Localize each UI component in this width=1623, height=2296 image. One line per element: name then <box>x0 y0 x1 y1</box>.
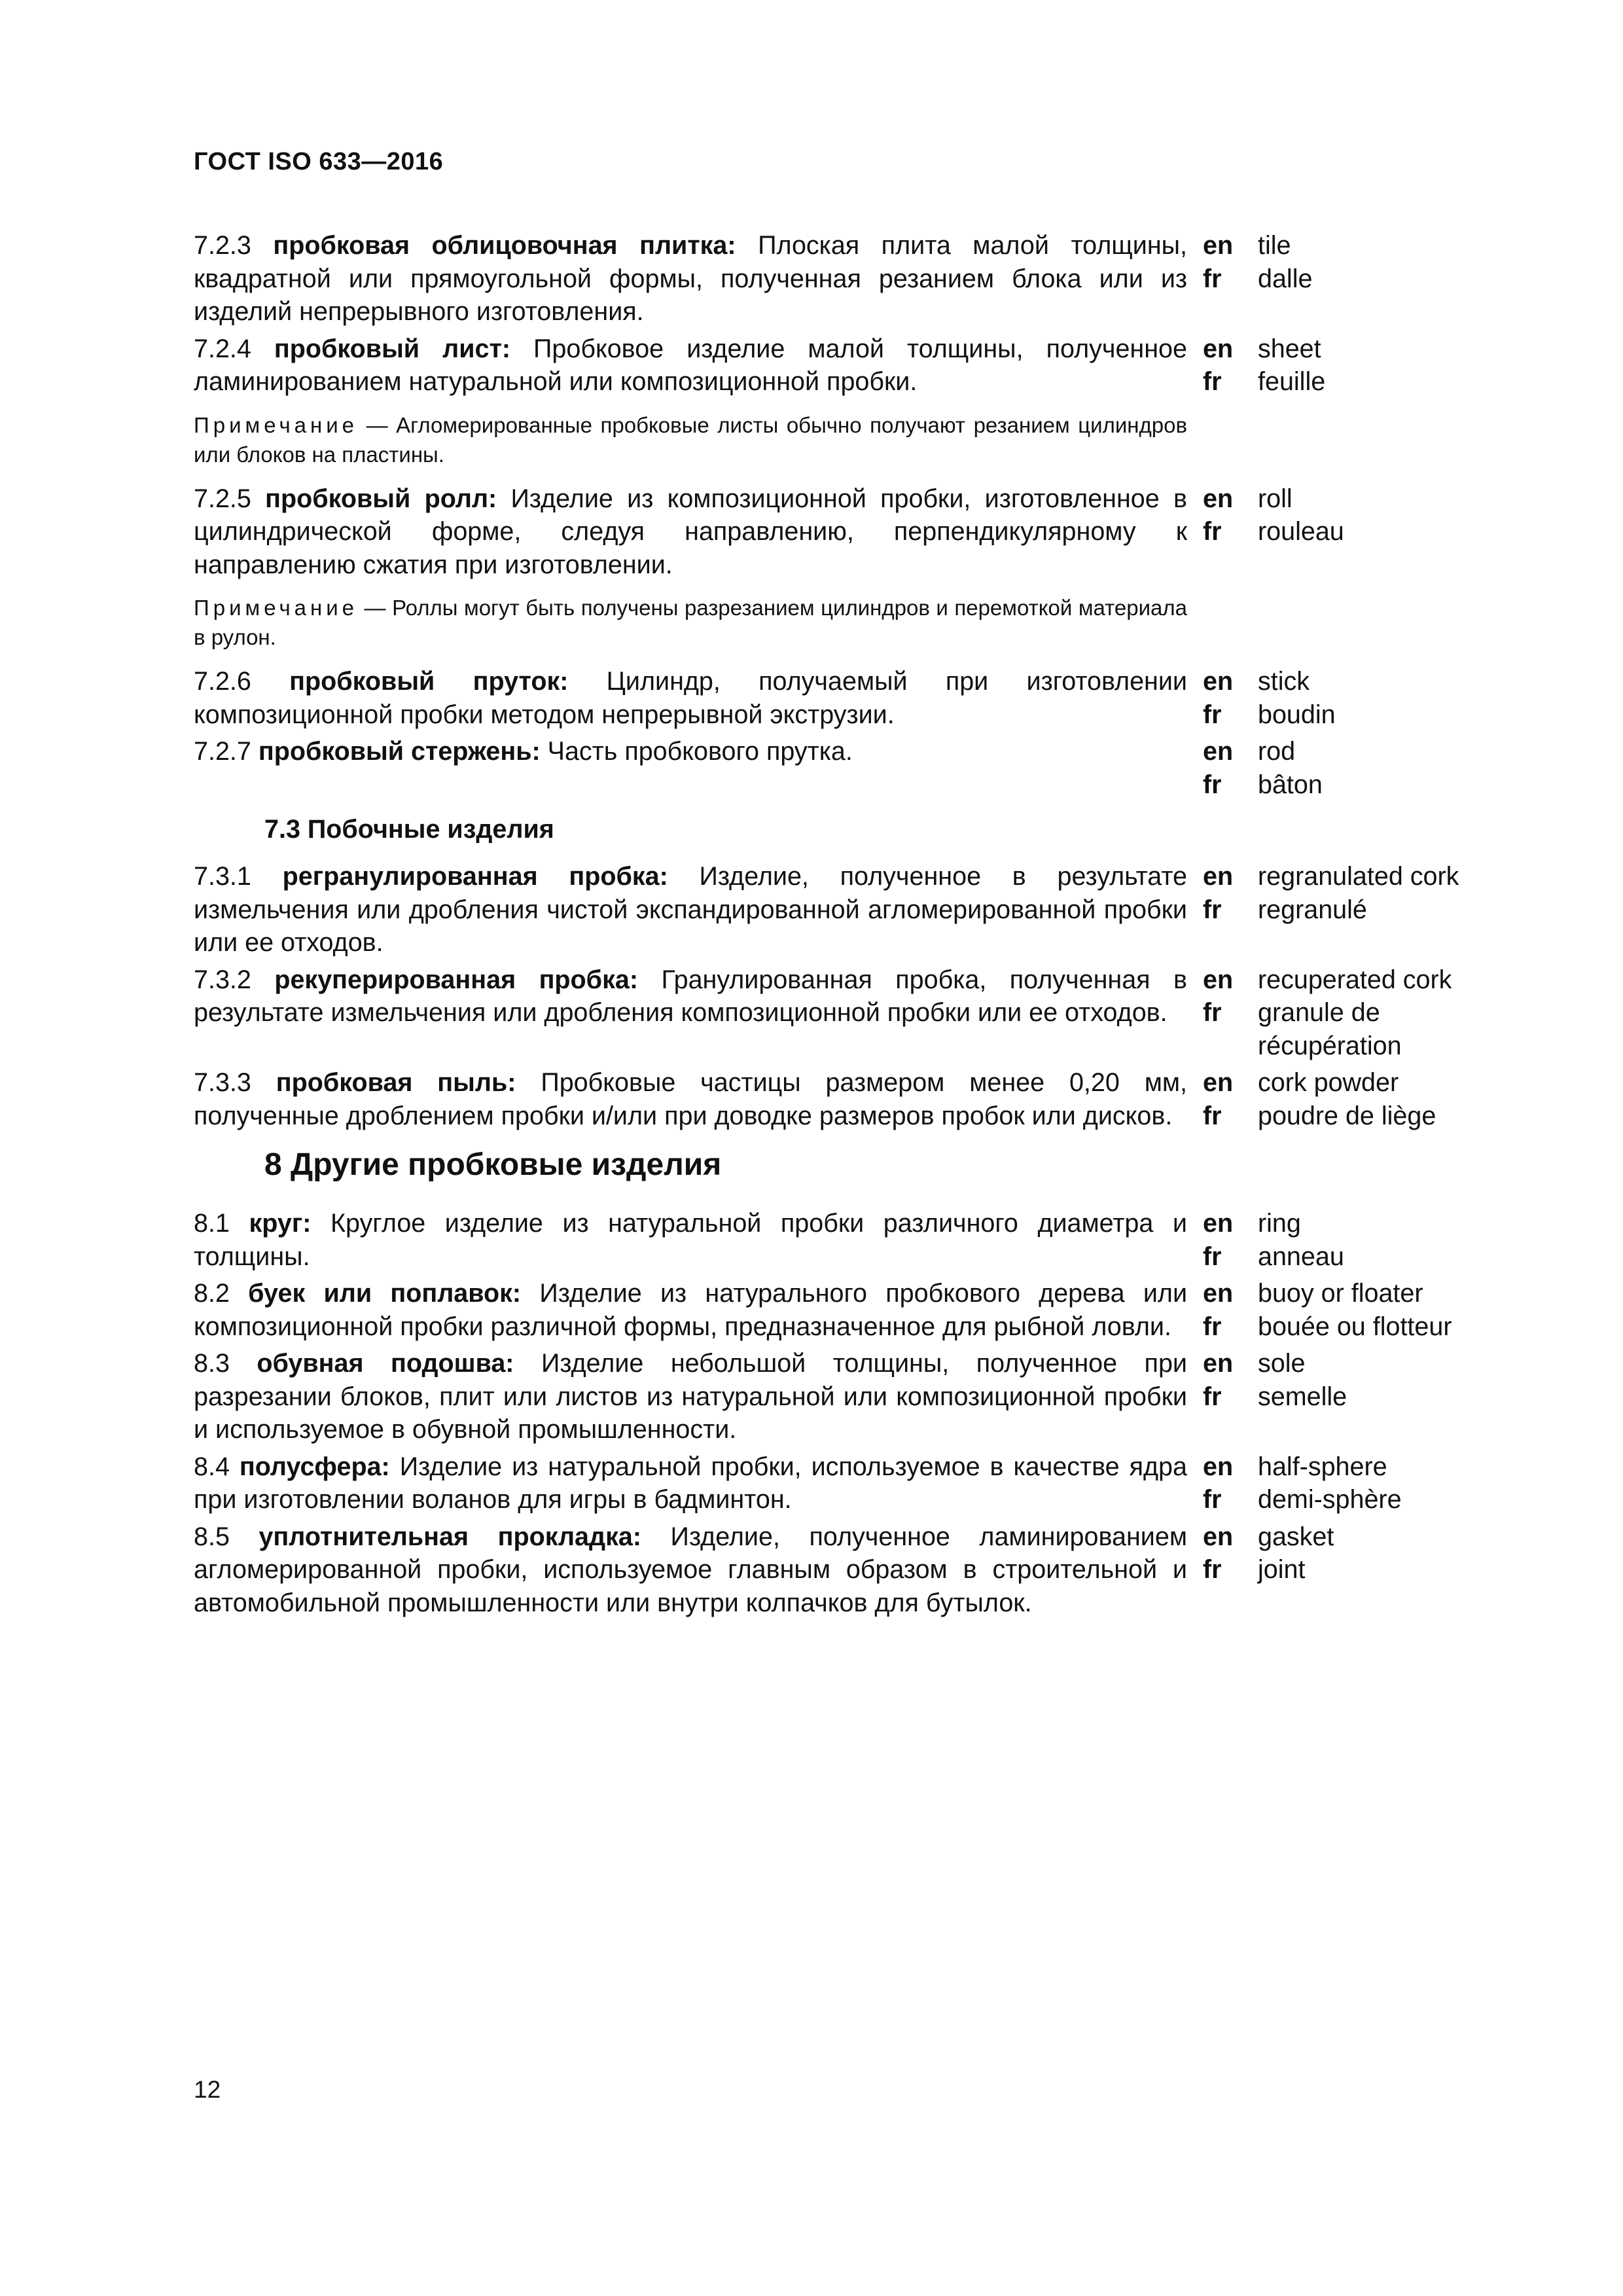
lang-equivalent <box>1203 1347 1465 1380</box>
lang-code: fr <box>1203 1485 1222 1514</box>
lang-equivalent <box>1203 1520 1465 1554</box>
lang-term: rod <box>1258 737 1296 766</box>
lang-term: regranulé <box>1258 895 1367 924</box>
note-label: Примечание <box>194 412 359 437</box>
lang-code: fr <box>1203 517 1222 546</box>
entry-definition <box>194 1347 1187 1446</box>
equivalent-terms <box>1203 860 1465 926</box>
entries-7-2 <box>194 229 1470 805</box>
entry-text: Гранулированная пробка, полученная в результате измельчения или дробления композиционной пробки или ее отходов. <box>194 965 1188 1027</box>
entry-number: 7.2.7 <box>194 737 251 766</box>
lang-term: poudre de liège <box>1258 1101 1436 1130</box>
entry-text: Изделие из натурального пробкового дерева или композиционной пробки различной формы, предназначенное для рыбной ловли. <box>194 1279 1188 1341</box>
entry-number: 7.2.6 <box>194 667 251 696</box>
lang-code: en <box>1203 1522 1234 1551</box>
lang-code: fr <box>1203 895 1222 924</box>
lang-equivalent <box>1203 332 1465 366</box>
entry-term: пробковый лист: <box>274 334 510 363</box>
note-text: — Агломерированные пробковые листы обычно получают резанием цилиндров или блоков на пластины. <box>194 412 1187 467</box>
lang-code: en <box>1203 1452 1234 1481</box>
lang-equivalent <box>1203 1450 1465 1484</box>
term-entry <box>194 1347 1470 1446</box>
lang-code: en <box>1203 484 1234 513</box>
lang-code: fr <box>1203 264 1222 293</box>
lang-code: fr <box>1203 367 1222 396</box>
entry-term: пробковый стержень: <box>258 737 541 766</box>
term-entry <box>194 229 1470 329</box>
term-entry <box>194 1207 1470 1273</box>
entries-8 <box>194 1207 1470 1623</box>
entry-number: 8.4 <box>194 1452 230 1481</box>
lang-term: granule de récupération <box>1258 998 1402 1060</box>
lang-term: anneau <box>1258 1242 1344 1271</box>
entry-term: пробковый пруток: <box>289 667 569 696</box>
entry-text: Часть пробкового прутка. <box>547 737 853 766</box>
lang-term: buoy or floater <box>1258 1279 1423 1308</box>
page-number: 12 <box>194 2076 221 2103</box>
lang-term: half-sphere <box>1258 1452 1387 1481</box>
entry-text: Изделие из композиционной пробки, изготовленное в цилиндрической форме, следуя направлению, перпендикулярному к направлению сжатия при изготовлении. <box>194 484 1187 579</box>
lang-equivalent <box>1203 963 1465 997</box>
lang-code: fr <box>1203 998 1222 1027</box>
entry-number: 7.3.2 <box>194 965 251 994</box>
entry-spacer <box>194 1132 1470 1136</box>
entry-note <box>194 593 1187 652</box>
lang-equivalent <box>1203 229 1465 262</box>
entry-text: Изделие, полученное ламинированием агломерированной пробки, используемое главным образом в строительной и автомобильной промышленности или внутри колпачков для бутылок. <box>194 1522 1187 1617</box>
term-entry <box>194 1450 1470 1516</box>
lang-code: en <box>1203 1279 1234 1308</box>
entry-number: 7.3.1 <box>194 862 251 891</box>
entry-definition <box>194 665 1187 731</box>
entry-definition <box>194 482 1187 582</box>
equivalent-terms <box>1203 735 1465 801</box>
lang-term: joint <box>1258 1555 1306 1584</box>
entry-term: рекуперированная пробка: <box>274 965 638 994</box>
lang-equivalent <box>1203 665 1465 698</box>
lang-code: en <box>1203 1068 1234 1097</box>
lang-term: cork powder <box>1258 1068 1399 1097</box>
term-entry <box>194 482 1470 582</box>
entry-number: 7.2.4 <box>194 334 251 363</box>
lang-code: fr <box>1203 1382 1222 1411</box>
lang-term: feuille <box>1258 367 1326 396</box>
lang-term: demi-sphère <box>1258 1485 1402 1514</box>
lang-term: regranulated cork <box>1258 862 1459 891</box>
note-label: Примечание <box>194 596 359 620</box>
equivalent-terms <box>1203 1207 1465 1273</box>
lang-term: boudin <box>1258 700 1336 729</box>
lang-code: fr <box>1203 1312 1222 1341</box>
lang-equivalent <box>1203 768 1465 802</box>
equivalent-terms <box>1203 332 1465 399</box>
lang-equivalent <box>1203 698 1465 732</box>
entry-number: 8.5 <box>194 1522 230 1551</box>
lang-term: bâton <box>1258 770 1323 799</box>
lang-term: dalle <box>1258 264 1313 293</box>
lang-code: fr <box>1203 700 1222 729</box>
entry-definition <box>194 229 1187 329</box>
lang-code: en <box>1203 862 1234 891</box>
lang-term: stick <box>1258 667 1310 696</box>
entry-text: Изделие, полученное в результате измельчения или дробления чистой экспандированной агломерированной пробки или ее отходов. <box>194 862 1187 957</box>
lang-term: sheet <box>1258 334 1321 363</box>
lang-equivalent <box>1203 735 1465 768</box>
lang-term: bouée ou flotteur <box>1258 1312 1452 1341</box>
equivalent-terms <box>1203 1450 1465 1516</box>
lang-equivalent <box>1203 1553 1465 1587</box>
entry-definition <box>194 1207 1187 1273</box>
lang-code: en <box>1203 231 1234 260</box>
subsection-heading: 7.3 Побочные изделия <box>264 815 554 844</box>
entry-term: обувная подошва: <box>257 1349 514 1378</box>
term-entry <box>194 860 1470 960</box>
term-entry <box>194 665 1470 731</box>
lang-equivalent <box>1203 893 1465 927</box>
lang-code: fr <box>1203 1101 1222 1130</box>
term-entry <box>194 332 1470 399</box>
term-entry <box>194 735 1470 801</box>
lang-code: en <box>1203 667 1234 696</box>
lang-term: roll <box>1258 484 1293 513</box>
entry-term: круг: <box>249 1209 312 1238</box>
entry-spacer <box>194 1619 1470 1623</box>
lang-equivalent <box>1203 1100 1465 1133</box>
lang-term: tile <box>1258 231 1291 260</box>
entry-definition <box>194 332 1187 399</box>
section-heading: 8 Другие пробковые изделия <box>264 1147 722 1182</box>
lang-equivalent <box>1203 1310 1465 1344</box>
entry-text: Цилиндр, получаемый при изготовлении композиционной пробки методом непрерывной экструзии. <box>194 667 1187 729</box>
equivalent-terms <box>1203 1347 1465 1413</box>
entry-number: 8.2 <box>194 1279 230 1308</box>
term-entry <box>194 1277 1470 1343</box>
entry-number: 7.3.3 <box>194 1068 251 1097</box>
lang-code: en <box>1203 1209 1234 1238</box>
lang-term: rouleau <box>1258 517 1344 546</box>
lang-equivalent <box>1203 996 1465 1062</box>
lang-term: semelle <box>1258 1382 1347 1411</box>
entry-number: 8.3 <box>194 1349 230 1378</box>
equivalent-terms <box>1203 963 1465 1063</box>
lang-equivalent <box>1203 1483 1465 1516</box>
entry-text: Круглое изделие из натуральной пробки различного диаметра и толщины. <box>194 1209 1187 1271</box>
term-entry <box>194 963 1470 1063</box>
equivalent-terms <box>1203 1066 1465 1132</box>
entry-text: Пробковые частицы размером менее 0,20 мм, полученные дроблением пробки и/или при доводке размеров пробок или дисков. <box>194 1068 1188 1130</box>
entry-text: Плоская плита малой толщины, квадратной или прямоугольной формы, полученная резанием блока или из изделий непрерывного изготовления. <box>194 231 1187 326</box>
lang-term: gasket <box>1258 1522 1334 1551</box>
lang-code: en <box>1203 1349 1234 1378</box>
entry-definition <box>194 1520 1187 1620</box>
entry-term: полусфера: <box>239 1452 390 1481</box>
entries-7-3 <box>194 860 1470 1136</box>
equivalent-terms <box>1203 665 1465 731</box>
lang-term: ring <box>1258 1209 1301 1238</box>
lang-code: fr <box>1203 1555 1222 1584</box>
entry-definition <box>194 735 1187 768</box>
document-header: ГОСТ ISO 633—2016 <box>194 148 444 175</box>
lang-code: en <box>1203 334 1234 363</box>
entry-term: пробковый ролл: <box>265 484 497 513</box>
entry-definition <box>194 963 1187 1030</box>
lang-equivalent <box>1203 365 1465 399</box>
lang-term: sole <box>1258 1349 1306 1378</box>
entry-text: Изделие из натуральной пробки, используемое в качестве ядра при изготовлении воланов для игры в бадминтон. <box>194 1452 1187 1514</box>
entry-term: регранулированная пробка: <box>282 862 668 891</box>
lang-equivalent <box>1203 1066 1465 1100</box>
entry-spacer <box>194 801 1470 805</box>
lang-equivalent <box>1203 482 1465 516</box>
entry-text: Пробковое изделие малой толщины, полученное ламинированием натуральной или композиционной пробки. <box>194 334 1187 396</box>
equivalent-terms <box>1203 482 1465 548</box>
note-text: — Роллы могут быть получены разрезанием цилиндров и перемоткой материала в рулон. <box>194 596 1187 649</box>
entry-term: уплотнительная прокладка: <box>259 1522 641 1551</box>
lang-equivalent <box>1203 860 1465 893</box>
lang-code: fr <box>1203 770 1222 799</box>
entry-number: 8.1 <box>194 1209 230 1238</box>
equivalent-terms <box>1203 1520 1465 1587</box>
entry-number: 7.2.3 <box>194 231 251 260</box>
entry-term: пробковая облицовочная плитка: <box>273 231 736 260</box>
entry-definition <box>194 860 1187 960</box>
lang-code: en <box>1203 965 1234 994</box>
entry-definition <box>194 1277 1187 1343</box>
lang-equivalent <box>1203 1207 1465 1240</box>
equivalent-terms <box>1203 229 1465 295</box>
lang-equivalent <box>1203 1277 1465 1310</box>
entry-note <box>194 410 1187 469</box>
lang-code: en <box>1203 737 1234 766</box>
lang-equivalent <box>1203 262 1465 296</box>
lang-equivalent <box>1203 1380 1465 1414</box>
entry-definition <box>194 1450 1187 1516</box>
term-entry <box>194 1520 1470 1620</box>
entry-term: буек или поплавок: <box>248 1279 522 1308</box>
lang-term: recuperated cork <box>1258 965 1452 994</box>
equivalent-terms <box>1203 1277 1465 1343</box>
lang-equivalent <box>1203 1240 1465 1274</box>
entry-definition <box>194 1066 1187 1132</box>
document-content <box>194 229 1470 1623</box>
entry-text: Изделие небольшой толщины, полученное при разрезании блоков, плит или листов из натуральной или композиционной пробки и используемое в обувной промышленности. <box>194 1349 1187 1444</box>
lang-code: fr <box>1203 1242 1222 1271</box>
term-entry <box>194 1066 1470 1132</box>
entry-term: пробковая пыль: <box>276 1068 516 1097</box>
entry-number: 7.2.5 <box>194 484 251 513</box>
lang-equivalent <box>1203 515 1465 548</box>
